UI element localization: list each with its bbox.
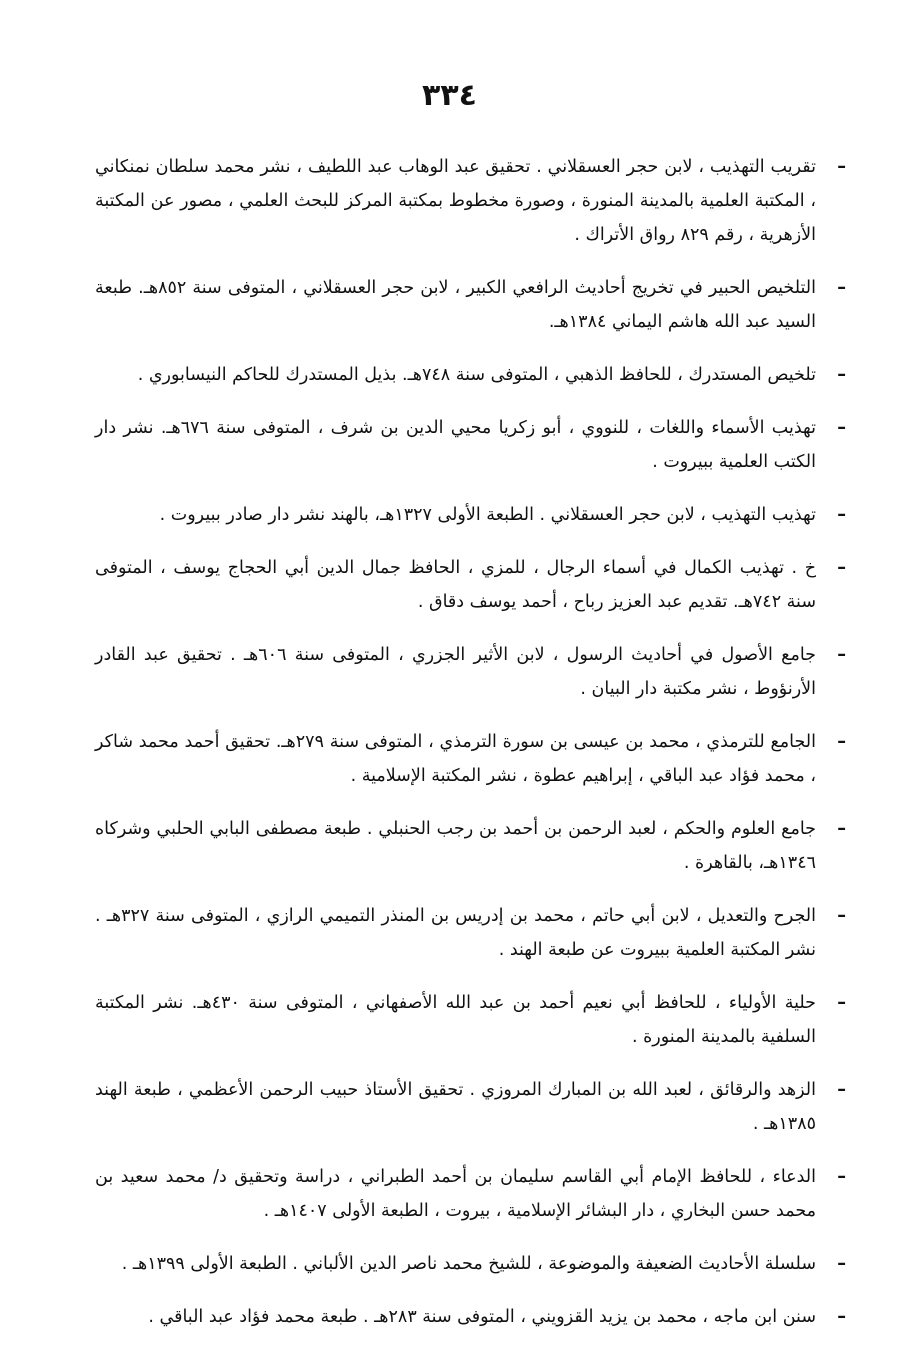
entry-text: الجامع للترمذي ، محمد بن عيسى بن سورة الترمذي ، المتوفى سنة ٢٧٩هـ. تحقيق أحمد محمد شاكر ، محمد فؤاد عبد الباقي ، إبراهيم عطوة ، نشر المكتبة الإسلامية . bbox=[95, 732, 816, 786]
entry-text: تهذيب الأسماء واللغات ، للنووي ، أبو زكريا محيي الدين بن شرف ، المتوفى سنة ٦٧٦هـ. نشر دار الكتب العلمية ببيروت . bbox=[95, 418, 816, 472]
entry-dash: – bbox=[837, 1254, 846, 1274]
bibliography-entry bbox=[95, 498, 846, 532]
entry-text: تلخيص المستدرك ، للحافظ الذهبي ، المتوفى سنة ٧٤٨هـ. بذيل المستدرك للحاكم النيسابوري . bbox=[137, 365, 816, 385]
bibliography-entry bbox=[95, 899, 846, 967]
entry-text: جامع العلوم والحكم ، لعبد الرحمن بن أحمد بن رجب الحنبلي . طبعة مصطفى البابي الحلبي وشركاه ١٣٤٦هـ، بالقاهرة . bbox=[95, 819, 816, 873]
entry-text: سنن ابن ماجه ، محمد بن يزيد القزويني ، المتوفى سنة ٢٨٣هـ . طبعة محمد فؤاد عبد الباقي . bbox=[148, 1307, 816, 1327]
bibliography-entry bbox=[95, 638, 846, 706]
entry-dash: – bbox=[837, 1167, 846, 1187]
entry-dash: – bbox=[837, 278, 846, 298]
bibliography-entry bbox=[95, 358, 846, 392]
entry-dash: – bbox=[837, 157, 846, 177]
entry-dash: – bbox=[837, 505, 846, 525]
entry-dash: – bbox=[837, 645, 846, 665]
entry-text: التلخيص الحبير في تخريج أحاديث الرافعي الكبير ، لابن حجر العسقلاني ، المتوفى سنة ٨٥٢هـ. طبعة السيد عبد الله هاشم اليماني ١٣٨٤هـ. bbox=[95, 278, 816, 332]
entry-dash: – bbox=[837, 1307, 846, 1327]
bibliography-list bbox=[95, 150, 846, 1353]
entry-text: خ . تهذيب الكمال في أسماء الرجال ، للمزي ، الحافظ جمال الدين أبي الحجاج يوسف ، المتوفى سنة ٧٤٢هـ. تقديم عبد العزيز رباح ، أحمد يوسف دقاق . bbox=[95, 558, 816, 612]
bibliography-entry bbox=[95, 1300, 846, 1334]
bibliography-entry bbox=[95, 986, 846, 1054]
entry-dash: – bbox=[837, 365, 846, 385]
entry-text: تقريب التهذيب ، لابن حجر العسقلاني . تحقيق عبد الوهاب عبد اللطيف ، نشر محمد سلطان نمنكاني ، المكتبة العلمية بالمدينة المنورة ، وصورة مخطوط بمكتبة المركز للبحث العلمي ، مصور عن المكتبة الأزهرية ، رقم ٨٢٩ رواق الأتراك . bbox=[95, 157, 816, 245]
entry-dash: – bbox=[837, 819, 846, 839]
entry-text: جامع الأصول في أحاديث الرسول ، لابن الأثير الجزري ، المتوفى سنة ٦٠٦هـ . تحقيق عبد القادر الأرنؤوط ، نشر مكتبة دار البيان . bbox=[95, 645, 816, 699]
bibliography-entry bbox=[95, 150, 846, 252]
bibliography-entry bbox=[95, 812, 846, 880]
entry-text: حلية الأولياء ، للحافظ أبي نعيم أحمد بن عبد الله الأصفهاني ، المتوفى سنة ٤٣٠هـ. نشر المكتبة السلفية بالمدينة المنورة . bbox=[95, 993, 817, 1047]
bibliography-entry bbox=[95, 725, 846, 793]
bibliography-entry bbox=[95, 271, 846, 339]
bibliography-entry bbox=[95, 1247, 846, 1281]
entry-text: سلسلة الأحاديث الضعيفة والموضوعة ، للشيخ محمد ناصر الدين الألباني . الطبعة الأولى ١٣٩٩هـ . bbox=[121, 1254, 816, 1274]
bibliography-entry bbox=[95, 551, 846, 619]
bibliography-entry bbox=[95, 1160, 846, 1228]
entry-dash: – bbox=[837, 1080, 846, 1100]
page-number: ٣٣٤ bbox=[422, 78, 477, 113]
entry-dash: – bbox=[837, 418, 846, 438]
bibliography-entry bbox=[95, 1073, 846, 1141]
entry-text: الدعاء ، للحافظ الإمام أبي القاسم سليمان بن أحمد الطبراني ، دراسة وتحقيق د/ محمد سعيد بن محمد حسن البخاري ، دار البشائر الإسلامية ، بيروت ، الطبعة الأولى ١٤٠٧هـ . bbox=[95, 1167, 816, 1221]
entry-dash: – bbox=[837, 558, 846, 578]
entry-text: تهذيب التهذيب ، لابن حجر العسقلاني . الطبعة الأولى ١٣٢٧هـ، بالهند نشر دار صادر ببيروت . bbox=[159, 505, 816, 525]
entry-text: الجرح والتعديل ، لابن أبي حاتم ، محمد بن إدريس بن المنذر التميمي الرازي ، المتوفى سنة ٣٢٧هـ . نشر المكتبة العلمية ببيروت عن طبعة الهند . bbox=[95, 906, 816, 960]
entry-dash: – bbox=[837, 732, 846, 752]
entry-dash: – bbox=[837, 993, 846, 1013]
entry-dash: – bbox=[837, 906, 846, 926]
bibliography-entry bbox=[95, 411, 846, 479]
entry-text: الزهد والرقائق ، لعبد الله بن المبارك المروزي . تحقيق الأستاذ حبيب الرحمن الأعظمي ، طبعة الهند ١٣٨٥هـ . bbox=[95, 1080, 816, 1134]
